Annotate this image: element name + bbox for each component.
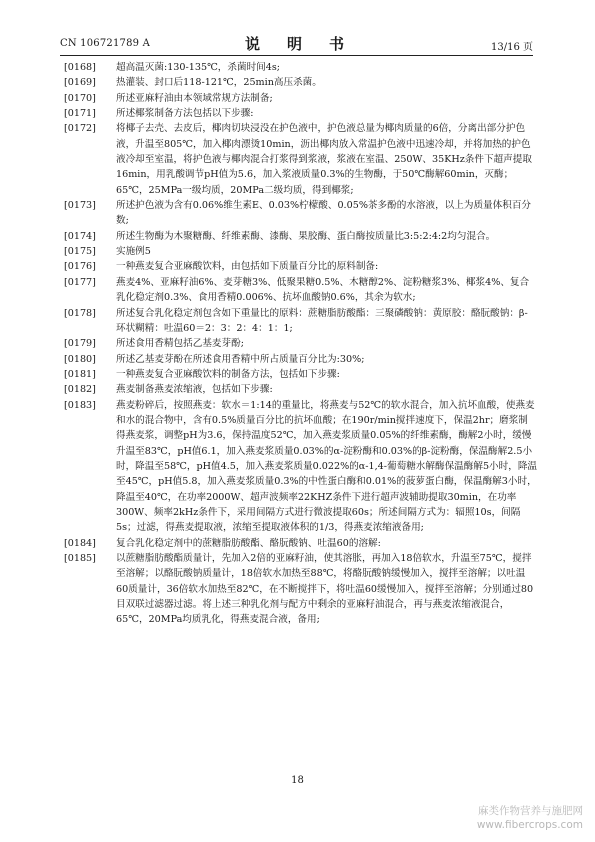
paragraph-number: [0176] [64, 261, 96, 273]
paragraph-text: 超高温灭菌:130-135℃，杀菌时间4s; [116, 62, 281, 73]
paragraph-text: 燕麦制备燕麦浓缩液，包括如下步骤: [116, 384, 273, 396]
header-rule [60, 55, 533, 56]
paragraph [64, 382, 537, 397]
watermark [477, 804, 583, 832]
paragraph [64, 367, 537, 382]
paragraph-text: 所述亚麻籽油由本领域常规方法制备; [116, 92, 273, 104]
paragraph-number: [0177] [64, 276, 96, 288]
page-number: 18 [291, 775, 304, 786]
page-info: 13/16 页 [491, 42, 533, 53]
paragraph [64, 259, 537, 274]
paragraph [64, 352, 537, 367]
paragraph-text: 以蔗糖脂肪酸酯质量计，先加入2倍的亚麻籽油，使其溶胀，再加入18倍软水，升温至75℃，搅拌至溶解；以酪朊酸钠质量计，18倍软水加热至88℃，将酪朊酸钠缓慢加入，搅拌至溶解；以吐温60质量计，36倍软水加热至82℃，在不断搅拌下，将吐温60缓慢加入，搅拌至溶解；分别通过80目双联过滤器过滤。将上述三种乳化剂与配方中剩余的亚麻籽油混合，再与燕麦浓缩液混合，65℃，20MPa均质乳化，得燕麦混合液，备用; [116, 553, 534, 626]
paragraph-text: 将椰子去壳、去皮后，椰肉切块浸没在护色液中，护色液总量为椰肉质量的6倍，分离出部分护色液，升温至805℃，加入椰肉漂烫10min，沥出椰肉放入常温护色液中迅速冷却，并将加热的护色液冷却至室温，将护色液与椰肉混合打浆得到浆液，浆液在室温、250W、35KHz条件下超声提取16min，用乳酸调节pH值为5.6，加入浆液质量0.3%的生物酶，于50℃酶解60min，灭酶；65℃，25MPa一级均质，20MPa二级均质，得到椰浆; [116, 123, 532, 196]
paragraph-number: [0185] [64, 553, 96, 564]
paragraph-number: [0180] [64, 353, 96, 365]
paragraph [64, 306, 537, 337]
paragraph [64, 106, 537, 121]
paragraph-text: 燕麦4%、亚麻籽油6%、麦芽糖3%、低聚果糖0.5%、木糖醇2%、淀粉糖浆3%、椰浆4%、复合乳化稳定剂0.3%、食用香精0.006%、抗坏血酸钠0.6%，其余为软水; [116, 276, 530, 304]
paragraph [64, 244, 537, 259]
paragraph-text: 复合乳化稳定剂中的蔗糖脂肪酸酯、酪朊酸钠、吐温60的溶解: [116, 537, 381, 549]
paragraph-number: [0181] [64, 368, 96, 380]
paragraph-number: [0174] [64, 230, 96, 242]
publication-number: CN 106721789 A [60, 38, 151, 49]
paragraph [64, 91, 537, 106]
paragraph-number: [0172] [64, 123, 96, 135]
paragraph-number: [0184] [64, 537, 96, 549]
paragraph-number: [0182] [64, 384, 96, 396]
paragraph-text: 所述椰浆制备方法包括以下步骤: [116, 108, 254, 120]
page-header [0, 0, 595, 58]
paragraph-text: 所述乙基麦芽酚在所述食用香精中所占质量百分比为:30%; [116, 353, 365, 365]
paragraph [64, 75, 537, 90]
paragraph-text: 实施例5 [116, 246, 151, 258]
paragraph [64, 121, 537, 198]
paragraph [64, 536, 537, 551]
watermark-line-2: www.fibercrops.com [476, 819, 583, 831]
paragraph-text: 一种燕麦复合亚麻酸饮料，由包括如下质量百分比的原料制备: [116, 261, 379, 273]
paragraph-number: [0173] [64, 200, 96, 212]
paragraph [64, 398, 537, 536]
paragraph [64, 551, 537, 628]
paragraph-number: [0179] [64, 338, 96, 350]
paragraph-text: 所述生物酶为木聚糖酶、纤维素酶、漆酶、果胶酶、蛋白酶按质量比3:5:2:4:2均匀混合。 [116, 230, 496, 242]
paragraph [64, 229, 537, 244]
paragraph [64, 198, 537, 229]
paragraph [64, 275, 537, 306]
document-body [64, 60, 537, 628]
paragraph-text: 所述复合乳化稳定剂包含如下重量比的原料：蔗糖脂肪酸酯：三聚磷酸钠：黄原胶：酪朊酸钠：β-环状糊精：吐温60＝2：3：2：4：1：1; [116, 307, 528, 334]
paragraph [64, 60, 537, 75]
paragraph-text: 一种燕麦复合亚麻酸饮料的制备方法，包括如下步骤: [116, 368, 340, 380]
document-title: 说 明 书 [244, 35, 350, 53]
paragraph-number: [0171] [64, 108, 96, 120]
paragraph-number: [0183] [64, 399, 96, 411]
paragraph-text: 所述食用香精包括乙基麦芽酚; [116, 338, 244, 350]
paragraph-number: [0168] [64, 62, 96, 73]
paragraph-number: [0175] [64, 246, 96, 258]
paragraph-number: [0178] [64, 307, 96, 319]
paragraph-number: [0169] [64, 77, 96, 89]
paragraph [64, 336, 537, 351]
paragraph-text: 所述护色液为含有0.06%维生素E、0.03%柠檬酸、0.05%茶多酚的水溶液，以上为质量体积百分数; [116, 200, 532, 227]
paragraph-text: 燕麦粉碎后，按照燕麦：软水＝1:14的重量比，将燕麦与52℃的软水混合，加入抗坏血酸，使燕麦和水的混合物中，含有0.5%质量百分比的抗坏血酸；在190r/min搅拌速度下，保温2hr；磨浆制得燕麦浆，调整pH为3.6，保持温度52℃，加入燕麦浆质量0.05%的纤维素酶，酶解2小时，缓慢升温至83℃，pH值6.1，加入燕麦浆质量0.03%的α-淀粉酶和0.03%的β-淀粉酶，保温酶解2.5小时，降温至58℃，pH值4.5，加入燕麦浆质量0.022%的α-1,4-葡萄糖水解酶保温酶解5小时，降温至45℃，pH值5.8，加入燕麦浆质量0.3%的中性蛋白酶和0.01%的菠萝蛋白酶，保温酶解3小时，降温至40℃，在功率2000W、超声波频率22KHZ条件下进行超声波辅助提取30min，在功率300W、频率2kHz条件下，采用间隔方式进行微波提取60s；所述间隔方式为：辐照10s，间隔5s；过滤，得燕麦提取液，浓缩至提取液体积的1/3，得燕麦浓缩液备用; [116, 399, 538, 534]
paragraph-text: 热灌装、封口后118-121℃，25min高压杀菌。 [116, 77, 322, 89]
watermark-line-1: 麻类作物营养与施肥网 [478, 805, 583, 817]
paragraph-number: [0170] [64, 92, 96, 104]
